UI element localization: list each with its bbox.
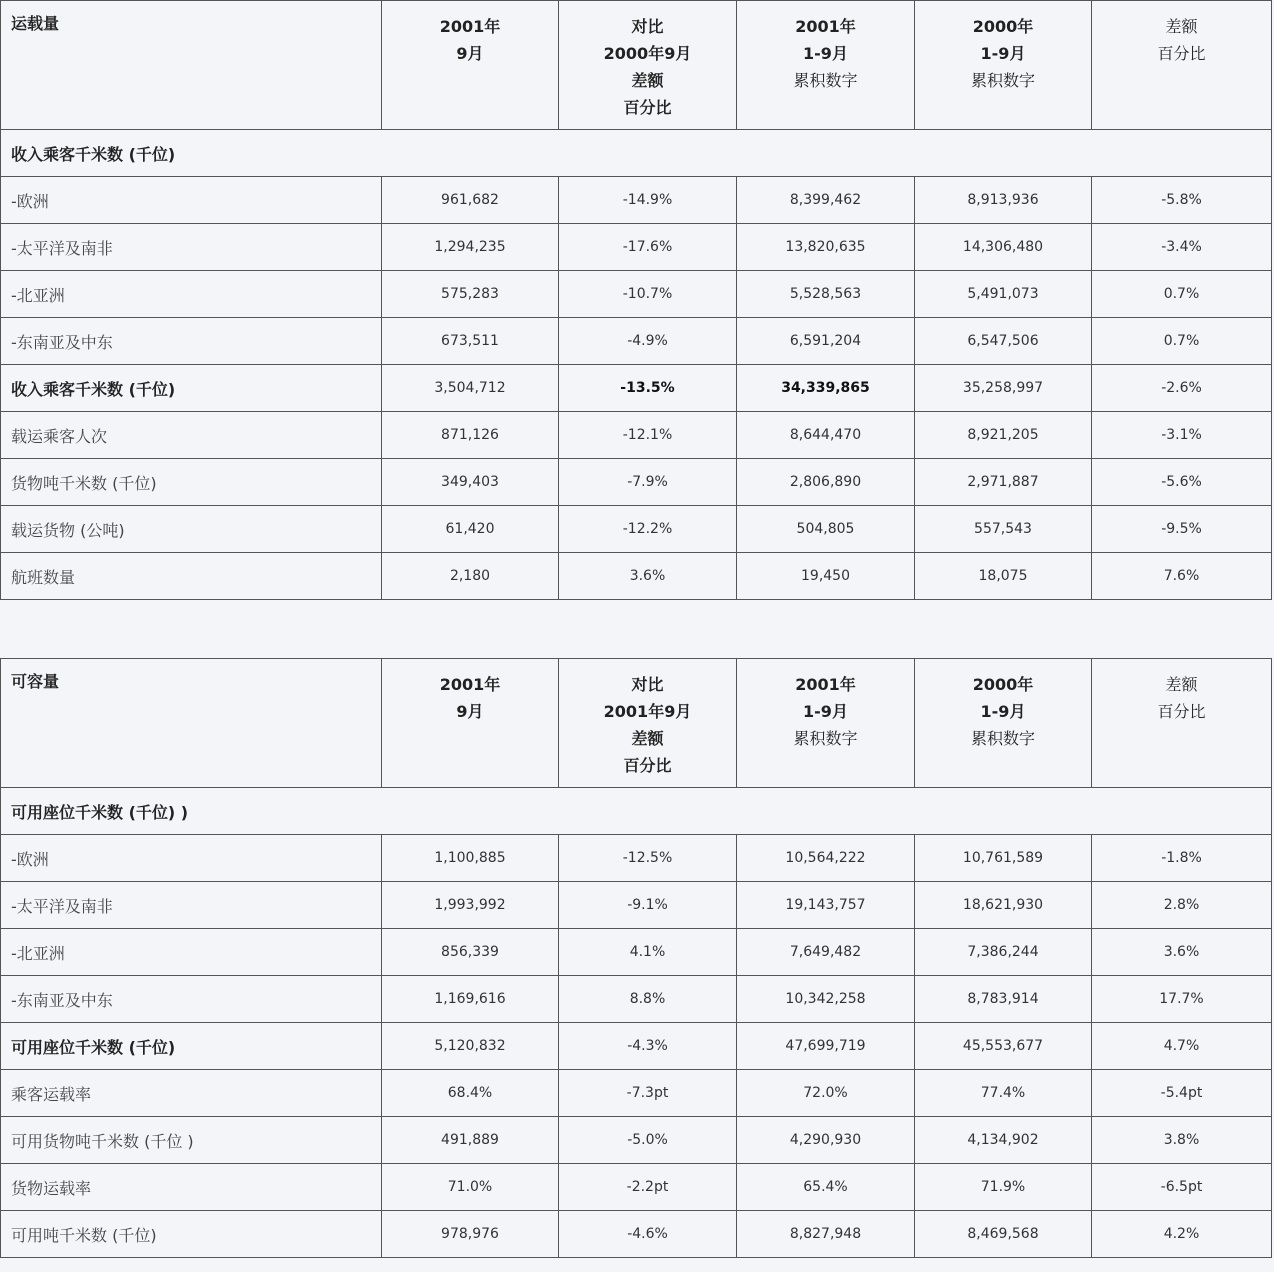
table-cell: -6.5pt — [1092, 1164, 1272, 1211]
table-cell: 65.4% — [737, 1164, 915, 1211]
table-row — [1, 1164, 1272, 1211]
table-title: 运载量 — [1, 1, 382, 130]
table-row — [1, 365, 1272, 412]
row-label: -欧洲 — [1, 835, 382, 882]
table-cell: 1,169,616 — [382, 976, 559, 1023]
table-row — [1, 506, 1272, 553]
table-cell: 8,783,914 — [915, 976, 1092, 1023]
header-ytd-2001: 2001年 1-9月 累积数字 — [737, 1, 915, 130]
table-cell: 61,420 — [382, 506, 559, 553]
table-cell: 6,591,204 — [737, 318, 915, 365]
table-row — [1, 224, 1272, 271]
table-cell: 5,491,073 — [915, 271, 1092, 318]
table-cell: 349,403 — [382, 459, 559, 506]
table-cell: 71.9% — [915, 1164, 1092, 1211]
row-label: -北亚洲 — [1, 271, 382, 318]
table-cell: 504,805 — [737, 506, 915, 553]
table-cell: 2,806,890 — [737, 459, 915, 506]
header-ytd-2000: 2000年 1-9月 累积数字 — [915, 659, 1092, 788]
table-row — [1, 177, 1272, 224]
table-cell: 2.8% — [1092, 882, 1272, 929]
section-row — [1, 130, 1272, 177]
table-cell: 673,511 — [382, 318, 559, 365]
table-cell: -2.6% — [1092, 365, 1272, 412]
table-cell: 7,386,244 — [915, 929, 1092, 976]
table-cell: -5.8% — [1092, 177, 1272, 224]
table-cell: 10,761,589 — [915, 835, 1092, 882]
table-cell: -5.4pt — [1092, 1070, 1272, 1117]
table-cell: 10,564,222 — [737, 835, 915, 882]
header-month: 2001年 9月 — [382, 1, 559, 130]
header-diff: 差额 百分比 — [1092, 1, 1272, 130]
section-title: 收入乘客千米数 (千位) — [1, 130, 1272, 177]
table-cell: 1,993,992 — [382, 882, 559, 929]
table-cell: 2,180 — [382, 553, 559, 600]
table-cell: -9.1% — [559, 882, 737, 929]
capacity-table — [0, 658, 1272, 1258]
table-cell: 856,339 — [382, 929, 559, 976]
table-cell: 4,290,930 — [737, 1117, 915, 1164]
table-cell: 14,306,480 — [915, 224, 1092, 271]
table-cell: 10,342,258 — [737, 976, 915, 1023]
traffic-table — [0, 0, 1272, 600]
table-cell: 19,450 — [737, 553, 915, 600]
table-cell: 8,644,470 — [737, 412, 915, 459]
row-label: -北亚洲 — [1, 929, 382, 976]
table-cell: -1.8% — [1092, 835, 1272, 882]
table-cell: 0.7% — [1092, 318, 1272, 365]
table-row — [1, 1117, 1272, 1164]
table-cell: -4.3% — [559, 1023, 737, 1070]
table-row — [1, 271, 1272, 318]
table-cell: 17.7% — [1092, 976, 1272, 1023]
table-cell: 18,621,930 — [915, 882, 1092, 929]
table-cell: -12.5% — [559, 835, 737, 882]
table-row — [1, 929, 1272, 976]
table-row — [1, 1070, 1272, 1117]
header-ytd-2001: 2001年 1-9月 累积数字 — [737, 659, 915, 788]
table-cell: 8,827,948 — [737, 1211, 915, 1258]
table-row — [1, 976, 1272, 1023]
table-cell: -4.9% — [559, 318, 737, 365]
table-cell: -3.4% — [1092, 224, 1272, 271]
table-cell: 68.4% — [382, 1070, 559, 1117]
table-cell: 491,889 — [382, 1117, 559, 1164]
table-cell: 3,504,712 — [382, 365, 559, 412]
row-label: -东南亚及中东 — [1, 318, 382, 365]
table-cell: 2,971,887 — [915, 459, 1092, 506]
table-cell: 4.1% — [559, 929, 737, 976]
table-cell: 3.6% — [1092, 929, 1272, 976]
row-label: 可用座位千米数 (千位) — [1, 1023, 382, 1070]
table-cell: 35,258,997 — [915, 365, 1092, 412]
table-row — [1, 412, 1272, 459]
table-row — [1, 553, 1272, 600]
table-header-row — [1, 1, 1272, 130]
table-cell: 961,682 — [382, 177, 559, 224]
table-cell: 13,820,635 — [737, 224, 915, 271]
table-title: 可容量 — [1, 659, 382, 788]
table-cell: 6,547,506 — [915, 318, 1092, 365]
table-cell: 8,913,936 — [915, 177, 1092, 224]
table-cell: 557,543 — [915, 506, 1092, 553]
table-cell: -7.9% — [559, 459, 737, 506]
table-cell: 34,339,865 — [737, 365, 915, 412]
row-label: 乘客运载率 — [1, 1070, 382, 1117]
header-diff: 差额 百分比 — [1092, 659, 1272, 788]
row-label: -欧洲 — [1, 177, 382, 224]
table-cell: 3.8% — [1092, 1117, 1272, 1164]
header-ytd-2000: 2000年 1-9月 累积数字 — [915, 1, 1092, 130]
table-cell: 18,075 — [915, 553, 1092, 600]
section-row — [1, 788, 1272, 835]
table-cell: -4.6% — [559, 1211, 737, 1258]
table-cell: -5.6% — [1092, 459, 1272, 506]
row-label: 货物运载率 — [1, 1164, 382, 1211]
table-row — [1, 835, 1272, 882]
table-cell: -14.9% — [559, 177, 737, 224]
table-cell: 8.8% — [559, 976, 737, 1023]
table-cell: 4,134,902 — [915, 1117, 1092, 1164]
table-cell: 0.7% — [1092, 271, 1272, 318]
table-cell: -9.5% — [1092, 506, 1272, 553]
table-cell: 4.7% — [1092, 1023, 1272, 1070]
row-label: 收入乘客千米数 (千位) — [1, 365, 382, 412]
row-label: 可用货物吨千米数 (千位 ) — [1, 1117, 382, 1164]
table-cell: -13.5% — [559, 365, 737, 412]
header-compare: 对比 2000年9月 差额 百分比 — [559, 1, 737, 130]
row-label: -太平洋及南非 — [1, 224, 382, 271]
row-label: 可用吨千米数 (千位) — [1, 1211, 382, 1258]
row-label: 载运乘客人次 — [1, 412, 382, 459]
header-month: 2001年 9月 — [382, 659, 559, 788]
table-cell: 871,126 — [382, 412, 559, 459]
table-cell: 7.6% — [1092, 553, 1272, 600]
row-label: -东南亚及中东 — [1, 976, 382, 1023]
table-cell: 1,100,885 — [382, 835, 559, 882]
table-cell: -2.2pt — [559, 1164, 737, 1211]
row-label: 航班数量 — [1, 553, 382, 600]
table-cell: 1,294,235 — [382, 224, 559, 271]
row-label: 货物吨千米数 (千位) — [1, 459, 382, 506]
table-cell: 7,649,482 — [737, 929, 915, 976]
table-cell: -10.7% — [559, 271, 737, 318]
row-label: 载运货物 (公吨) — [1, 506, 382, 553]
table-cell: 77.4% — [915, 1070, 1092, 1117]
table-row — [1, 459, 1272, 506]
table-cell: 19,143,757 — [737, 882, 915, 929]
table-cell: 71.0% — [382, 1164, 559, 1211]
table-cell: 978,976 — [382, 1211, 559, 1258]
table-cell: 45,553,677 — [915, 1023, 1092, 1070]
table-cell: 47,699,719 — [737, 1023, 915, 1070]
row-label: -太平洋及南非 — [1, 882, 382, 929]
table-cell: -12.2% — [559, 506, 737, 553]
table-row — [1, 318, 1272, 365]
table-cell: 8,469,568 — [915, 1211, 1092, 1258]
table-cell: 5,120,832 — [382, 1023, 559, 1070]
table-row — [1, 1211, 1272, 1258]
table-cell: -12.1% — [559, 412, 737, 459]
table-header-row — [1, 659, 1272, 788]
table-cell: 575,283 — [382, 271, 559, 318]
section-title: 可用座位千米数 (千位) ) — [1, 788, 1272, 835]
table-cell: 8,921,205 — [915, 412, 1092, 459]
table-cell: 5,528,563 — [737, 271, 915, 318]
table-cell: 4.2% — [1092, 1211, 1272, 1258]
table-cell: 3.6% — [559, 553, 737, 600]
table-row — [1, 1023, 1272, 1070]
table-cell: -3.1% — [1092, 412, 1272, 459]
header-compare: 对比 2001年9月 差额 百分比 — [559, 659, 737, 788]
table-cell: 72.0% — [737, 1070, 915, 1117]
table-cell: 8,399,462 — [737, 177, 915, 224]
table-row — [1, 882, 1272, 929]
table-cell: -5.0% — [559, 1117, 737, 1164]
table-cell: -7.3pt — [559, 1070, 737, 1117]
table-cell: -17.6% — [559, 224, 737, 271]
